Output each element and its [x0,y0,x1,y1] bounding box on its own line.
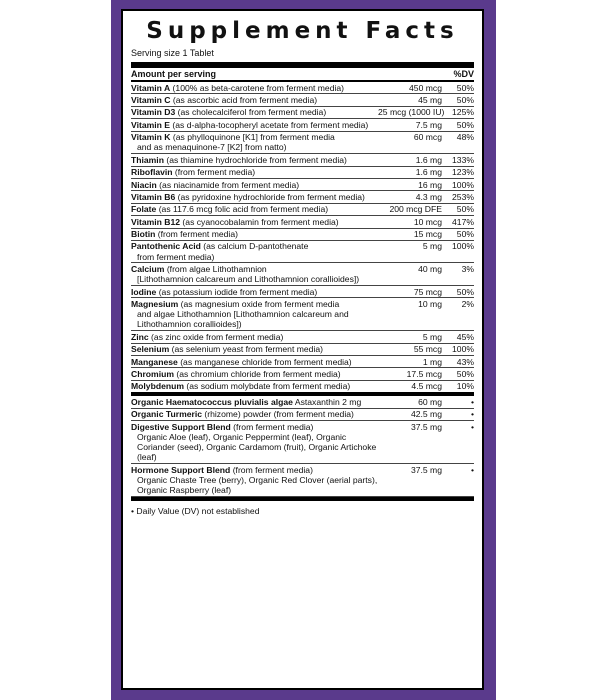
nutrient-dv: 50% [456,286,474,297]
nutrient-name: Vitamin B12 [131,216,181,227]
table-row [131,132,474,155]
nutrient-amount: 55 mcg [413,344,442,355]
nutrient-name-cell [131,241,378,261]
nutrient-amount: 4.3 mg [415,191,442,202]
nutrient-name-cell [131,264,378,284]
nutrient-amount: 16 mg [418,179,442,190]
nutrient-description-continued: from ferment media) [137,251,215,262]
nutrient-name: Vitamin K [131,132,171,143]
nutrient-dv: 50% [456,369,474,380]
nutrient-name-cell [131,299,378,330]
dv-label: %DV [453,69,474,79]
nutrient-name-cell [131,192,378,202]
nutrient-description: (as phylloquinone [K1] from ferment media [170,132,335,143]
nutrient-name-cell [131,229,378,239]
ingredient-name-cell [131,422,378,463]
nutrient-dv: 50% [456,82,474,93]
nutrient-name-cell [131,204,378,214]
nutrient-dv: 3% [461,264,474,275]
nutrient-name: Chromium [131,369,174,380]
table-row [131,421,474,464]
table-row [131,179,474,191]
nutrient-description: (as 117.6 mcg folic acid from ferment media) [156,204,329,215]
ingredient-name: Organic Turmeric [131,409,202,420]
nutrient-description-continued: [Lithothamnion calcareum and Lithothamnion corallioides]) [137,274,360,285]
table-row [131,368,474,380]
table-row [131,204,474,216]
nutrient-name-cell [131,180,378,190]
nutrient-dv: 43% [456,356,474,367]
nutrient-dv: 48% [456,132,474,143]
table-row [131,119,474,131]
amount-per-serving-label: Amount per serving [131,69,217,79]
nutrient-amount: 10 mg [418,299,442,310]
table-row [131,216,474,228]
serving-size: Serving size 1 Tablet [131,47,474,68]
table-row [131,286,474,298]
table-row [131,464,474,497]
ingredient-name-cell [131,409,378,419]
nutrient-amount: 75 mcg [413,286,442,297]
nutrient-amount: 450 mcg [409,82,442,93]
nutrient-amount: 7.5 mg [415,119,442,130]
nutrient-description: (as chromium chloride from ferment media) [173,369,341,380]
nutrient-name: Selenium [131,344,170,355]
nutrient-description-continued: and as menaquinone-7 [K2] from natto) [137,142,287,153]
ingredient-name: Hormone Support Blend [131,464,231,475]
nutrient-name: Vitamin A [131,82,171,93]
nutrient-name-cell [131,369,378,379]
nutrient-amount: 5 mg [422,241,442,252]
table-row [131,167,474,179]
table-row [131,263,474,286]
nutrient-amount: 1 mg [422,356,442,367]
table-row [131,356,474,368]
blend-components: Organic Aloe (leaf), Organic Peppermint (leaf), Organic Coriander (seed), Organic Cardamom (fruit), Organic Artichoke (leaf) [137,431,377,463]
nutrient-description: (as calcium D-pantothenate [200,241,309,252]
nutrient-amount: 10 mcg [413,216,442,227]
nutrient-name: Vitamin E [131,119,171,130]
nutrient-name: Thiamin [131,154,164,165]
table-row [131,94,474,106]
nutrient-amount: 1.6 mg [415,154,442,165]
nutrient-description: (100% as beta-carotene from ferment media) [170,82,345,93]
table-row [131,107,474,119]
nutrient-name-cell [131,167,378,177]
nutrient-description: (as sodium molybdate from ferment media) [184,381,351,392]
ingredient-description: (from ferment media) [230,421,314,432]
nutrient-amount: 5 mg [422,331,442,342]
ingredient-name: Organic Haematococcus pluvialis algae [131,396,293,407]
nutrient-dv: 133% [452,154,474,165]
ingredient-name: Digestive Support Blend [131,421,231,432]
nutrient-dv: 100% [452,344,474,355]
table-row [131,241,474,264]
nutrient-amount: 40 mg [418,264,442,275]
nutrient-dv: 50% [456,94,474,105]
nutrient-description: (as cholecalciferol from ferment media) [175,107,327,118]
ingredient-amount: 60 mg [418,396,442,407]
nutrient-name-cell [131,332,378,342]
nutrient-description: (as zinc oxide from ferment media) [148,331,284,342]
nutrient-name-cell [131,381,378,391]
other-ingredients-list [131,396,474,497]
nutrient-name: Biotin [131,229,156,240]
ingredient-amount: 37.5 mg [410,421,442,432]
nutrient-name: Riboflavin [131,167,173,178]
nutrient-name: Folate [131,204,157,215]
nutrient-description: (from ferment media) [155,229,238,240]
nutrient-name: Zinc [131,331,149,342]
ingredient-name-cell [131,465,378,496]
nutrient-name-cell [131,155,378,165]
nutrient-name-cell [131,344,378,354]
ingredient-amount: 37.5 mg [410,464,442,475]
nutrient-dv: 2% [461,299,474,310]
nutrient-name: Molybdenum [131,381,184,392]
table-row [131,82,474,94]
nutrient-dv: 100% [452,179,474,190]
ingredient-description: (rhizome) powder (from ferment media) [202,409,354,420]
nutrient-dv: 45% [456,331,474,342]
ingredient-dv: • [470,396,474,407]
ingredient-description: Astaxanthin 2 mg [292,396,362,407]
nutrient-description: (as pyridoxine hydrochloride from ferment media) [175,191,365,202]
table-row [131,298,474,331]
table-row [131,409,474,421]
nutrient-amount: 60 mcg [413,132,442,143]
nutrient-dv: 50% [456,229,474,240]
blend-components: Organic Chaste Tree (berry), Organic Red Clover (aerial parts), Organic Raspberry (leaf) [137,474,378,495]
nutrient-dv: 10% [456,381,474,392]
nutrient-amount: 4.5 mcg [411,381,442,392]
nutrient-dv: 253% [452,191,474,202]
nutrient-description: (as niacinamide from ferment media) [156,179,300,190]
supplement-facts-panel [121,9,484,690]
nutrient-description: (as d-alpha-tocopheryl acetate from ferment media) [170,119,369,130]
nutrient-description: (as magnesium oxide from ferment media [178,299,340,310]
nutrient-name: Manganese [131,356,178,367]
nutrient-dv: 123% [452,167,474,178]
nutrient-amount: 200 mcg DFE [389,204,442,215]
nutrient-dv: 50% [456,204,474,215]
nutrient-dv: 125% [452,107,474,118]
nutrient-name: Vitamin C [131,94,171,105]
nutrient-name: Niacin [131,179,157,190]
nutrient-name-cell [131,357,378,367]
nutrient-description: (as thiamine hydrochloride from ferment media) [163,154,347,165]
footnote: • Daily Value (DV) not established [131,497,474,517]
nutrient-name: Magnesium [131,299,179,310]
table-row [131,396,474,408]
nutrient-name: Vitamin B6 [131,191,176,202]
nutrient-description: (as potassium iodide from ferment media) [156,286,318,297]
ingredient-name-cell [131,397,378,407]
ingredient-dv: • [470,421,474,432]
nutrient-name-cell [131,83,378,93]
nutrient-description: (as selenium yeast from ferment media) [169,344,324,355]
nutrient-amount: 25 mcg (1000 IU) [378,107,445,118]
nutrient-description: (from algae Lithothamnion [164,264,267,275]
table-row [131,154,474,166]
table-row [131,331,474,343]
table-row [131,344,474,356]
table-row [131,191,474,203]
ingredient-amount: 42.5 mg [410,409,442,420]
ingredient-dv: • [470,464,474,475]
nutrient-dv: 417% [452,216,474,227]
nutrient-dv: 50% [456,119,474,130]
nutrient-name-cell [131,107,378,117]
nutrient-amount: 1.6 mg [415,167,442,178]
nutrient-description: (as manganese chloride from ferment media) [177,356,352,367]
nutrient-name-cell [131,217,378,227]
nutrient-name: Iodine [131,286,157,297]
panel-title: Supplement Facts [146,18,459,44]
nutrient-name-cell [131,287,378,297]
nutrient-name: Vitamin D3 [131,107,176,118]
nutrient-name: Pantothenic Acid [131,241,201,252]
nutrient-description: (as cyanocobalamin from ferment media) [180,216,339,227]
nutrient-description: (as ascorbic acid from ferment media) [170,94,318,105]
amount-header [131,68,474,82]
nutrient-amount: 45 mg [418,94,442,105]
ingredient-dv: • [470,409,474,420]
nutrient-description: (from ferment media) [172,167,256,178]
nutrient-name-cell [131,120,378,130]
nutrient-name-cell [131,95,378,105]
nutrient-description-continued: and algae Lithothamnion [Lithothamnion calcareum and Lithothamnion corallioides]) [137,309,349,330]
nutrient-amount: 17.5 mcg [406,369,442,380]
ingredient-description: (from ferment media) [230,464,313,475]
nutrient-amount: 15 mcg [413,229,442,240]
nutrient-list [131,82,474,396]
nutrient-dv: 100% [452,241,474,252]
nutrient-name-cell [131,132,378,152]
table-row [131,381,474,396]
table-row [131,229,474,241]
nutrient-name: Calcium [131,264,165,275]
